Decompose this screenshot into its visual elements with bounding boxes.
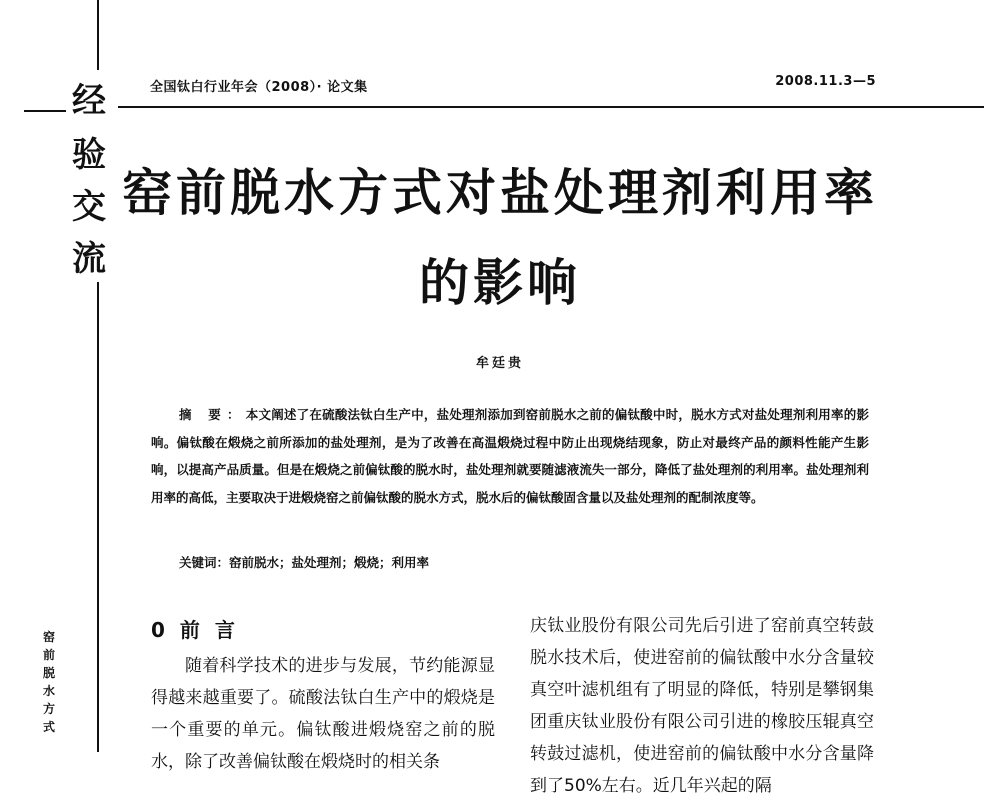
keywords bbox=[179, 553, 429, 571]
vertical-title-char: 前 bbox=[42, 648, 55, 662]
vertical-title-char: 式 bbox=[42, 720, 55, 734]
author: 牟廷贵 bbox=[475, 356, 524, 371]
vertical-title-char: 窑 bbox=[42, 630, 55, 644]
keywords-label: 关键词： bbox=[179, 555, 230, 570]
section-char: 验 bbox=[72, 135, 106, 175]
keywords-text: 窑前脱水；盐处理剂；煅烧；利用率 bbox=[229, 555, 430, 570]
body-right-column: 庆钛业股份有限公司先后引进了窑前真空转鼓脱水技术后，使进窑前的偏钛酸中水分含量较真空叶滤机组有了明显的降低，特别是攀钢集团重庆钛业股份有限公司引进的橡胶压辊真空转鼓过滤机，使进窑前的偏钛酸中水分含量降到了50%左右。近几年兴起的隔 bbox=[530, 616, 874, 796]
header-rule bbox=[118, 106, 984, 108]
body-left-column: 随着科学技术的进步与发展，节约能源显得越来越重要了。硫酸法钛白生产中的煅烧是一个重要的单元。偏钛酸进煅烧窑之前的脱水，除了改善偏钛酸在煅烧时的相关条 bbox=[151, 656, 495, 772]
article-title-line-1: 窑前脱水方式对盐处理剂利用率 bbox=[122, 164, 878, 222]
abstract bbox=[151, 401, 869, 511]
conference-header: 全国钛白行业年会（2008）· 论文集 bbox=[150, 80, 368, 95]
vertical-title-char: 水 bbox=[42, 684, 55, 698]
abstract-text: 本文阐述了在硫酸法钛白生产中，盐处理剂添加到窑前脱水之前的偏钛酸中时，脱水方式对盐处理剂利用率的影响。偏钛酸在煅烧之前所添加的盐处理剂，是为了改善在高温煅烧过程中防止出现烧结现象，防止对最终产品的颜料性能产生影响，以提高产品质量。但是在煅烧之前偏钛酸的脱水时，盐处理剂就要随滤液流失一部分，降低了盐处理剂的利用率。盐处理剂利用率的高低，主要取决于进煅烧窑之前偏钛酸的脱水方式，脱水后的偏钛酸固含量以及盐处理剂的配制浓度等。 bbox=[151, 407, 869, 505]
vertical-article-title bbox=[40, 628, 58, 736]
section-char: 经 bbox=[72, 81, 106, 121]
date-header: 2008.11.3—5 bbox=[775, 74, 876, 89]
margin-vertical-rule-top bbox=[97, 0, 99, 70]
margin-dash bbox=[24, 110, 66, 112]
vertical-title-char: 脱 bbox=[42, 666, 55, 680]
section-heading: 0 前 言 bbox=[151, 618, 239, 642]
section-char: 流 bbox=[72, 239, 106, 279]
article-title-line-2: 的影响 bbox=[419, 254, 581, 312]
vertical-title-char: 方 bbox=[42, 702, 55, 716]
abstract-label: 摘 要： bbox=[179, 407, 246, 422]
section-char: 交 bbox=[72, 187, 106, 227]
